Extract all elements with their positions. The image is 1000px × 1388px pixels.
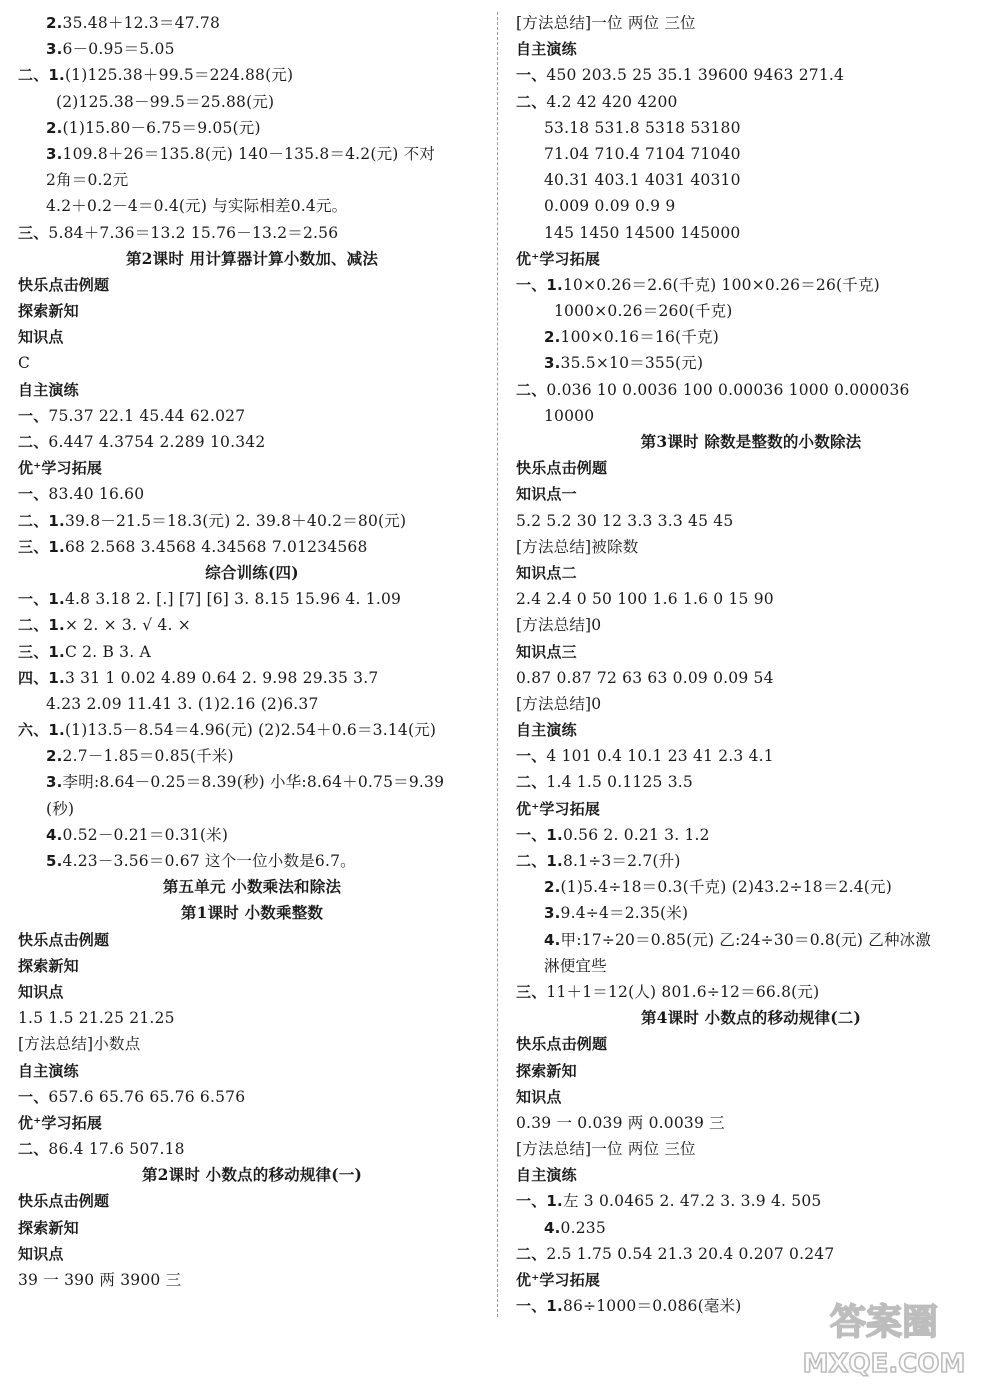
answer-text: (1)15.80－6.75＝9.05(元) bbox=[62, 118, 261, 137]
answer-text: 李明:8.64－0.25＝8.39(秒) 小华:8.64＋0.75＝9.39 bbox=[62, 773, 445, 792]
answer-line bbox=[18, 36, 486, 62]
answer-text: 39 一 390 两 3900 三 bbox=[18, 1271, 182, 1289]
answer-text: 甲:17÷20＝0.85(元) 乙:24÷30＝0.8(元) 乙种冰激 bbox=[560, 930, 932, 949]
answer-text: 第4课时 小数点的移动规律(二) bbox=[640, 1008, 862, 1028]
subsection-label bbox=[516, 560, 986, 586]
answer-line bbox=[18, 89, 486, 115]
section-heading bbox=[18, 1162, 486, 1188]
question-number: 二、1. bbox=[18, 616, 65, 635]
answer-text: 2角＝0.2元 bbox=[46, 171, 129, 190]
answer-text: 知识点 bbox=[18, 1244, 64, 1263]
answer-text: 综合训练(四) bbox=[205, 562, 299, 582]
answer-text: 35.48＋12.3＝47.78 bbox=[62, 14, 221, 32]
question-number: 4. bbox=[544, 1218, 561, 1237]
answer-line bbox=[18, 141, 486, 167]
answer-text: 第1课时 小数乘整数 bbox=[180, 903, 324, 923]
question-number: 二、 bbox=[18, 433, 49, 451]
answer-line bbox=[516, 193, 986, 219]
question-number: 3. bbox=[46, 40, 63, 59]
answer-text: 145 1450 14500 145000 bbox=[544, 223, 741, 242]
subsection-label bbox=[18, 324, 486, 350]
answer-text: 2.7－1.85＝0.85(千米) bbox=[62, 747, 234, 766]
question-number: 二、1. bbox=[516, 852, 563, 870]
answer-text: 100×0.16＝16(千克) bbox=[560, 328, 719, 347]
answer-text: 自主演练 bbox=[516, 1166, 577, 1185]
question-number: 三、 bbox=[516, 982, 547, 1001]
answer-text: 1000×0.26＝260(千克) bbox=[554, 302, 733, 321]
watermark-logo bbox=[774, 1294, 994, 1382]
answer-line bbox=[18, 481, 486, 507]
answer-text: 40.31 403.1 4031 40310 bbox=[544, 171, 741, 190]
question-number: 二、 bbox=[516, 380, 547, 399]
answer-text: 知识点二 bbox=[516, 563, 577, 582]
answer-line bbox=[516, 1241, 986, 1267]
answer-line bbox=[516, 979, 986, 1005]
answer-text: 39.8－21.5＝18.3(元) 2. 39.8＋40.2＝80(元) bbox=[64, 511, 407, 530]
question-number: 二、 bbox=[516, 1244, 547, 1263]
answer-text: 0.009 0.09 0.9 9 bbox=[544, 197, 676, 216]
question-number: 二、 bbox=[18, 1140, 49, 1159]
answer-line bbox=[18, 1031, 486, 1057]
answer-text: 探索新知 bbox=[18, 1218, 79, 1237]
answer-line bbox=[18, 1136, 486, 1162]
section-heading bbox=[18, 874, 486, 900]
answer-text: (2)125.38－99.5＝25.88(元) bbox=[56, 92, 275, 111]
question-number: 2. bbox=[46, 118, 63, 137]
answer-line bbox=[516, 665, 986, 691]
answer-line bbox=[18, 769, 486, 795]
answer-text: 第2课时 用计算器计算小数加、减法 bbox=[125, 248, 379, 268]
answer-line bbox=[18, 665, 486, 691]
answer-text: 优⁺学习拓展 bbox=[18, 1113, 103, 1132]
answer-text: 2.5 1.75 0.54 21.3 20.4 0.207 0.247 bbox=[546, 1244, 835, 1263]
answer-line bbox=[18, 743, 486, 769]
question-number: 一、 bbox=[18, 485, 49, 504]
answer-text: 4.23 2.09 11.41 3. (1)2.16 (2)6.37 bbox=[46, 694, 319, 713]
answer-line bbox=[18, 1084, 486, 1110]
subsection-label bbox=[18, 1241, 486, 1267]
answer-line bbox=[516, 534, 986, 560]
answer-line bbox=[516, 900, 986, 926]
answer-text: 5.84＋7.36＝13.2 15.76－13.2＝2.56 bbox=[48, 223, 339, 242]
question-number: 3. bbox=[46, 773, 63, 792]
answer-text: 探索新知 bbox=[18, 302, 79, 321]
question-number: 一、1. bbox=[18, 590, 65, 609]
answer-text: 淋便宜些 bbox=[544, 956, 607, 975]
answer-text: [方法总结]一位 两位 三位 bbox=[516, 14, 696, 32]
answer-line bbox=[516, 691, 986, 717]
subsection-label bbox=[516, 36, 986, 62]
answer-text: 0.036 10 0.0036 100 0.00036 1000 0.000036 bbox=[546, 380, 910, 399]
answer-line bbox=[516, 874, 986, 900]
question-number: 二、 bbox=[516, 773, 547, 792]
answer-line bbox=[516, 141, 986, 167]
answer-text: 35.5×10＝355(元) bbox=[560, 354, 704, 373]
section-heading bbox=[516, 1005, 986, 1031]
answer-line bbox=[18, 508, 486, 534]
answer-text: 优⁺学习拓展 bbox=[516, 249, 601, 268]
subsection-label bbox=[516, 796, 986, 822]
answer-text: 4.8 3.18 2. [.] [7] [6] 3. 8.15 15.96 4. 1.09 bbox=[64, 590, 402, 609]
answer-line bbox=[516, 298, 986, 324]
left-column bbox=[18, 10, 486, 1293]
answer-line bbox=[516, 848, 986, 874]
answer-text: 自主演练 bbox=[18, 380, 79, 399]
subsection-label bbox=[516, 1031, 986, 1057]
answer-line bbox=[18, 612, 486, 638]
answer-line bbox=[18, 115, 486, 141]
subsection-label bbox=[516, 1267, 986, 1293]
question-number: 5. bbox=[46, 852, 63, 870]
question-number: 六、1. bbox=[18, 721, 65, 740]
answer-line bbox=[18, 220, 486, 246]
section-heading bbox=[18, 900, 486, 926]
question-number: 四、1. bbox=[18, 668, 65, 687]
answer-line bbox=[18, 691, 486, 717]
question-number: 一、 bbox=[516, 66, 547, 85]
answer-text: 5.2 5.2 30 12 3.3 3.3 45 45 bbox=[516, 511, 734, 530]
watermark-url: MXQE.COM bbox=[802, 1349, 966, 1379]
answer-line bbox=[516, 822, 986, 848]
answer-line bbox=[18, 167, 486, 193]
answer-line bbox=[18, 350, 486, 376]
answer-line bbox=[516, 10, 986, 36]
answer-line bbox=[516, 377, 986, 403]
answer-line bbox=[18, 796, 486, 822]
answer-text: × 2. × 3. √ 4. × bbox=[64, 616, 191, 635]
answer-text: 4.2＋0.2－4＝0.4(元) 与实际相差0.4元。 bbox=[46, 197, 348, 216]
subsection-label bbox=[18, 377, 486, 403]
answer-text: 探索新知 bbox=[516, 1061, 577, 1080]
answer-text: 86.4 17.6 507.18 bbox=[48, 1140, 185, 1159]
answer-text: 自主演练 bbox=[516, 40, 577, 59]
answer-line bbox=[516, 89, 986, 115]
question-number: 3. bbox=[46, 144, 63, 163]
answer-line bbox=[516, 167, 986, 193]
answer-text: 9.4÷4＝2.35(米) bbox=[560, 904, 689, 923]
answer-line bbox=[516, 612, 986, 638]
question-number: 一、 bbox=[18, 1087, 49, 1106]
answer-line bbox=[18, 403, 486, 429]
answer-line bbox=[516, 508, 986, 534]
answer-line bbox=[516, 1188, 986, 1214]
answer-text: 3 31 1 0.02 4.89 0.64 2. 9.98 29.35 3.7 bbox=[64, 668, 379, 687]
section-heading bbox=[18, 246, 486, 272]
answer-text: 450 203.5 25 35.1 39600 9463 271.4 bbox=[546, 66, 845, 85]
answer-text: 知识点 bbox=[516, 1087, 562, 1106]
answer-text: 68 2.568 3.4568 4.34568 7.01234568 bbox=[64, 537, 368, 556]
subsection-label bbox=[18, 1058, 486, 1084]
question-number: 一、 bbox=[18, 406, 49, 425]
answer-text: 知识点 bbox=[18, 982, 64, 1001]
subsection-label bbox=[516, 455, 986, 481]
answer-line bbox=[18, 429, 486, 455]
question-number: 二、 bbox=[516, 92, 547, 111]
answer-line bbox=[18, 717, 486, 743]
answer-line bbox=[516, 403, 986, 429]
watermark-title: 答案圈 bbox=[829, 1302, 939, 1343]
answer-text: 快乐点击例题 bbox=[516, 1035, 608, 1054]
answer-text: 快乐点击例题 bbox=[18, 930, 110, 949]
answer-line bbox=[516, 324, 986, 350]
subsection-label bbox=[18, 979, 486, 1005]
answer-line bbox=[516, 115, 986, 141]
answer-text: 11＋1＝12(人) 801.6÷12＝66.8(元) bbox=[546, 982, 820, 1001]
answer-text: [方法总结]一位 两位 三位 bbox=[516, 1140, 696, 1159]
answer-line bbox=[18, 1005, 486, 1031]
answer-line bbox=[18, 586, 486, 612]
answer-text: 10000 bbox=[544, 406, 595, 425]
question-number: 三、1. bbox=[18, 537, 65, 556]
answer-text: (1)125.38＋99.5＝224.88(元) bbox=[64, 66, 294, 85]
answer-text: 0.56 2. 0.21 3. 1.2 bbox=[562, 825, 710, 844]
answer-text: 86÷1000＝0.086(毫米) bbox=[562, 1297, 742, 1316]
answer-line bbox=[18, 1267, 486, 1293]
answer-text: 0.39 一 0.039 两 0.0039 三 bbox=[516, 1113, 725, 1132]
answer-text: 4.23－3.56＝0.67 这个一位小数是6.7。 bbox=[62, 852, 356, 870]
answer-text: 6－0.95＝5.05 bbox=[62, 40, 175, 59]
subsection-label bbox=[18, 1110, 486, 1136]
answer-text: 知识点一 bbox=[516, 485, 577, 504]
answer-line bbox=[516, 1136, 986, 1162]
answer-line bbox=[516, 220, 986, 246]
question-number: 3. bbox=[544, 904, 561, 923]
answer-line bbox=[516, 769, 986, 795]
answer-line bbox=[18, 193, 486, 219]
answer-text: 2.4 2.4 0 50 100 1.6 1.6 0 15 90 bbox=[516, 590, 774, 609]
answer-text: 0.52－0.21＝0.31(米) bbox=[62, 825, 229, 844]
answer-text: 657.6 65.76 65.76 6.576 bbox=[48, 1087, 246, 1106]
answer-text: [方法总结]小数点 bbox=[18, 1035, 141, 1054]
subsection-label bbox=[516, 1162, 986, 1188]
section-heading bbox=[516, 429, 986, 455]
answer-text: 第3课时 除数是整数的小数除法 bbox=[640, 432, 862, 451]
answer-text: 1.4 1.5 0.1125 3.5 bbox=[546, 773, 693, 792]
subsection-label bbox=[516, 1084, 986, 1110]
answer-text: 10×0.26＝2.6(千克) 100×0.26＝26(千克) bbox=[562, 275, 880, 294]
answer-text: 优⁺学习拓展 bbox=[516, 1271, 601, 1289]
subsection-label bbox=[516, 481, 986, 507]
answer-line bbox=[516, 62, 986, 88]
answer-text: 83.40 16.60 bbox=[48, 485, 145, 504]
answer-text: [方法总结]0 bbox=[516, 616, 602, 635]
answer-text: 4 101 0.4 10.1 23 41 2.3 4.1 bbox=[546, 747, 774, 766]
question-number: 一、1. bbox=[516, 1192, 563, 1211]
answer-text: 知识点 bbox=[18, 328, 64, 347]
question-number: 4. bbox=[544, 930, 561, 949]
answer-text: 探索新知 bbox=[18, 956, 79, 975]
answer-line bbox=[18, 639, 486, 665]
answer-text: C bbox=[18, 354, 31, 373]
answer-line bbox=[516, 953, 986, 979]
question-number: 一、1. bbox=[516, 1297, 563, 1316]
subsection-label bbox=[516, 1058, 986, 1084]
answer-text: [方法总结]被除数 bbox=[516, 537, 639, 556]
subsection-label bbox=[18, 927, 486, 953]
answer-text: 53.18 531.8 5318 53180 bbox=[544, 118, 741, 137]
answer-text: 8.1÷3＝2.7(升) bbox=[562, 852, 681, 870]
answer-text: 75.37 22.1 45.44 62.027 bbox=[48, 406, 246, 425]
answer-text: [方法总结]0 bbox=[516, 694, 602, 713]
answer-text: 优⁺学习拓展 bbox=[18, 459, 103, 478]
answer-text: 快乐点击例题 bbox=[18, 275, 110, 294]
answer-text: 自主演练 bbox=[516, 721, 577, 740]
answer-text: 4.2 42 420 4200 bbox=[546, 92, 678, 111]
answer-line bbox=[516, 743, 986, 769]
question-number: 二、1. bbox=[18, 511, 65, 530]
answer-text: 0.87 0.87 72 63 63 0.09 0.09 54 bbox=[516, 668, 774, 687]
question-number: 一、1. bbox=[516, 825, 563, 844]
answer-text: 109.8＋26＝135.8(元) 140－135.8＝4.2(元) 不对 bbox=[62, 144, 436, 163]
question-number: 2. bbox=[544, 878, 561, 897]
subsection-label bbox=[18, 1215, 486, 1241]
subsection-label bbox=[18, 455, 486, 481]
answer-line bbox=[18, 822, 486, 848]
subsection-label bbox=[18, 1188, 486, 1214]
question-number: 2. bbox=[46, 747, 63, 766]
answer-text: 知识点三 bbox=[516, 642, 577, 661]
answer-text: 优⁺学习拓展 bbox=[516, 799, 601, 818]
answer-line bbox=[516, 350, 986, 376]
answer-text: 左 3 0.0465 2. 47.2 3. 3.9 4. 505 bbox=[562, 1192, 822, 1211]
question-number: 2. bbox=[46, 14, 63, 32]
answer-text: 6.447 4.3754 2.289 10.342 bbox=[48, 433, 266, 451]
answer-text: 快乐点击例题 bbox=[516, 459, 608, 478]
answer-text: 第2课时 小数点的移动规律(一) bbox=[141, 1165, 363, 1185]
question-number: 4. bbox=[46, 825, 63, 844]
answer-line bbox=[516, 1110, 986, 1136]
answer-line bbox=[516, 927, 986, 953]
subsection-label bbox=[18, 272, 486, 298]
answer-line bbox=[516, 272, 986, 298]
question-number: 一、1. bbox=[516, 275, 563, 294]
answer-line bbox=[18, 10, 486, 36]
question-number: 2. bbox=[544, 328, 561, 347]
answer-line bbox=[18, 62, 486, 88]
section-heading bbox=[18, 560, 486, 586]
answer-line bbox=[18, 534, 486, 560]
question-number: 三、1. bbox=[18, 642, 65, 661]
subsection-label bbox=[516, 717, 986, 743]
question-number: 三、 bbox=[18, 223, 49, 242]
answer-text: 自主演练 bbox=[18, 1061, 79, 1080]
right-column bbox=[516, 10, 986, 1319]
subsection-label bbox=[18, 298, 486, 324]
question-number: 二、1. bbox=[18, 66, 65, 85]
answer-text: (秒) bbox=[46, 799, 75, 818]
subsection-label bbox=[516, 639, 986, 665]
answer-line bbox=[516, 586, 986, 612]
question-number: 一、 bbox=[516, 747, 547, 766]
answer-text: 71.04 710.4 7104 71040 bbox=[544, 144, 741, 163]
answer-text: C 2. B 3. A bbox=[64, 642, 151, 661]
answer-text: 第五单元 小数乘法和除法 bbox=[162, 877, 342, 897]
answer-text: (1)5.4÷18＝0.3(千克) (2)43.2÷18＝2.4(元) bbox=[560, 878, 892, 897]
answer-line bbox=[516, 1215, 986, 1241]
question-number: 3. bbox=[544, 354, 561, 373]
subsection-label bbox=[18, 953, 486, 979]
column-divider bbox=[497, 12, 498, 1317]
answer-text: 快乐点击例题 bbox=[18, 1192, 110, 1211]
subsection-label bbox=[516, 246, 986, 272]
answer-text: (1)13.5－8.54＝4.96(元) (2)2.54＋0.6＝3.14(元) bbox=[64, 721, 437, 740]
answer-line bbox=[18, 848, 486, 874]
answer-text: 0.235 bbox=[560, 1218, 606, 1237]
answer-text: 1.5 1.5 21.25 21.25 bbox=[18, 1009, 175, 1028]
